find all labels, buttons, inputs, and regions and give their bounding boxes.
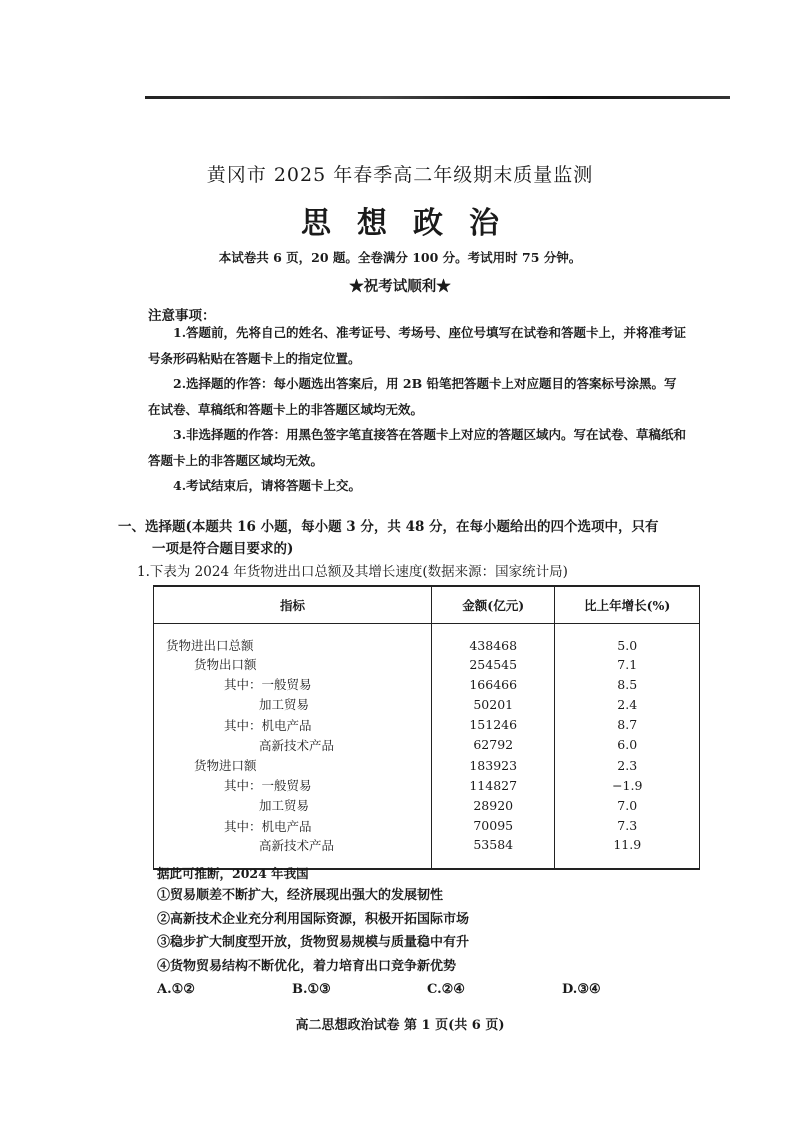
page-footer: 高二思想政治试卷 第 1 页(共 6 页) xyxy=(295,1018,505,1033)
table-row xyxy=(154,735,700,755)
amount-cell: 53584 xyxy=(431,836,555,869)
indicator-cell: 其中：一般贸易 xyxy=(154,775,432,795)
growth-cell: −1.9 xyxy=(555,775,700,795)
section-heading xyxy=(118,516,698,560)
table-header-row xyxy=(154,586,700,624)
section-heading-line1: 一、选择题(本题共 16 小题，每小题 3 分，共 48 分，在每小题给出的四个选项中，只有 xyxy=(118,519,659,535)
indicator-cell: 货物进出口总额 xyxy=(154,624,432,655)
table-row xyxy=(154,694,700,714)
option-d: D.③④ xyxy=(562,982,601,997)
table-row xyxy=(154,654,700,674)
subject-title: 思想政治 xyxy=(301,206,525,241)
growth-cell: 11.9 xyxy=(555,836,700,869)
answer-options xyxy=(157,982,637,1002)
indicator-cell: 其中：机电产品 xyxy=(154,816,432,836)
table-row xyxy=(154,775,700,795)
amount-cell: 183923 xyxy=(431,755,555,775)
header-growth: 比上年增长(%) xyxy=(555,586,700,624)
header-amount: 金额(亿元) xyxy=(431,586,555,624)
growth-cell: 7.0 xyxy=(555,795,700,815)
statement-item: ③稳步扩大制度型开放，货物贸易规模与质量稳中有升 xyxy=(157,935,470,950)
notice-item: 1.答题前，先将自己的姓名、准考证号、考场号、座位号填写在试卷和答题卡上，并将准考证号条形码粘贴在答题卡上的指定位置。 xyxy=(148,325,687,366)
option-a: A.①② xyxy=(157,982,195,997)
top-rule xyxy=(145,96,730,99)
amount-cell: 50201 xyxy=(431,694,555,714)
indicator-cell: 其中：机电产品 xyxy=(154,715,432,735)
trade-table xyxy=(153,585,700,870)
growth-cell: 5.0 xyxy=(555,624,700,655)
statement-list xyxy=(157,884,697,978)
growth-cell: 8.7 xyxy=(555,715,700,735)
inference-text: 据此可推断，2024 年我国 xyxy=(157,866,309,881)
statement-item: ①贸易顺差不断扩大，经济展现出强大的发展韧性 xyxy=(157,888,444,903)
option-c: C.②④ xyxy=(427,982,465,997)
header-indicator: 指标 xyxy=(154,586,432,624)
notice-item: 3.非选择题的作答：用黑色签字笔直接答在答题卡上对应的答题区域内。写在试卷、草稿纸和答题卡上的非答题区域均无效。 xyxy=(148,427,687,468)
amount-cell: 151246 xyxy=(431,715,555,735)
growth-cell: 6.0 xyxy=(555,735,700,755)
growth-cell: 7.1 xyxy=(555,654,700,674)
growth-cell: 8.5 xyxy=(555,674,700,694)
table-row xyxy=(154,624,700,655)
growth-cell: 2.3 xyxy=(555,755,700,775)
indicator-cell: 高新技术产品 xyxy=(154,836,432,869)
exam-info: 本试卷共 6 页，20 题。全卷满分 100 分。考试用时 75 分钟。 xyxy=(218,250,582,265)
indicator-cell: 其中：一般贸易 xyxy=(154,674,432,694)
table-row xyxy=(154,795,700,815)
indicator-cell: 加工贸易 xyxy=(154,694,432,714)
indicator-cell: 高新技术产品 xyxy=(154,735,432,755)
option-b: B.①③ xyxy=(292,982,331,997)
indicator-cell: 加工贸易 xyxy=(154,795,432,815)
amount-cell: 254545 xyxy=(431,654,555,674)
question-stem: 1.下表为 2024 年货物进出口总额及其增长速度(数据来源：国家统计局) xyxy=(137,564,568,580)
notice-body xyxy=(148,320,688,499)
notice-item: 2.选择题的作答：每小题选出答案后，用 2B 铅笔把答题卡上对应题目的答案标号涂黑。写在试卷、草稿纸和答题卡上的非答题区域均无效。 xyxy=(148,376,677,417)
statement-item: ④货物贸易结构不断优化，着力培育出口竞争新优势 xyxy=(157,958,457,974)
table-row xyxy=(154,715,700,735)
amount-cell: 62792 xyxy=(431,735,555,755)
section-heading-line2: 一项是符合题目要求的) xyxy=(152,541,294,557)
growth-cell: 7.3 xyxy=(555,816,700,836)
statement-item: ②高新技术企业充分利用国际资源，积极开拓国际市场 xyxy=(157,911,470,927)
notice-item: 4.考试结束后，请将答题卡上交。 xyxy=(173,478,362,493)
growth-cell: 2.4 xyxy=(555,694,700,714)
good-luck-banner: ★祝考试顺利★ xyxy=(349,278,451,295)
amount-cell: 70095 xyxy=(431,816,555,836)
exam-name: 黄冈市 2025 年春季高二年级期末质量监测 xyxy=(206,164,594,186)
amount-cell: 114827 xyxy=(431,775,555,795)
indicator-cell: 货物进口额 xyxy=(154,755,432,775)
amount-cell: 166466 xyxy=(431,674,555,694)
indicator-cell: 货物出口额 xyxy=(154,654,432,674)
notice-heading: 注意事项： xyxy=(148,308,216,324)
table-row xyxy=(154,755,700,775)
table-row xyxy=(154,674,700,694)
amount-cell: 438468 xyxy=(431,624,555,655)
table-row xyxy=(154,816,700,836)
amount-cell: 28920 xyxy=(431,795,555,815)
